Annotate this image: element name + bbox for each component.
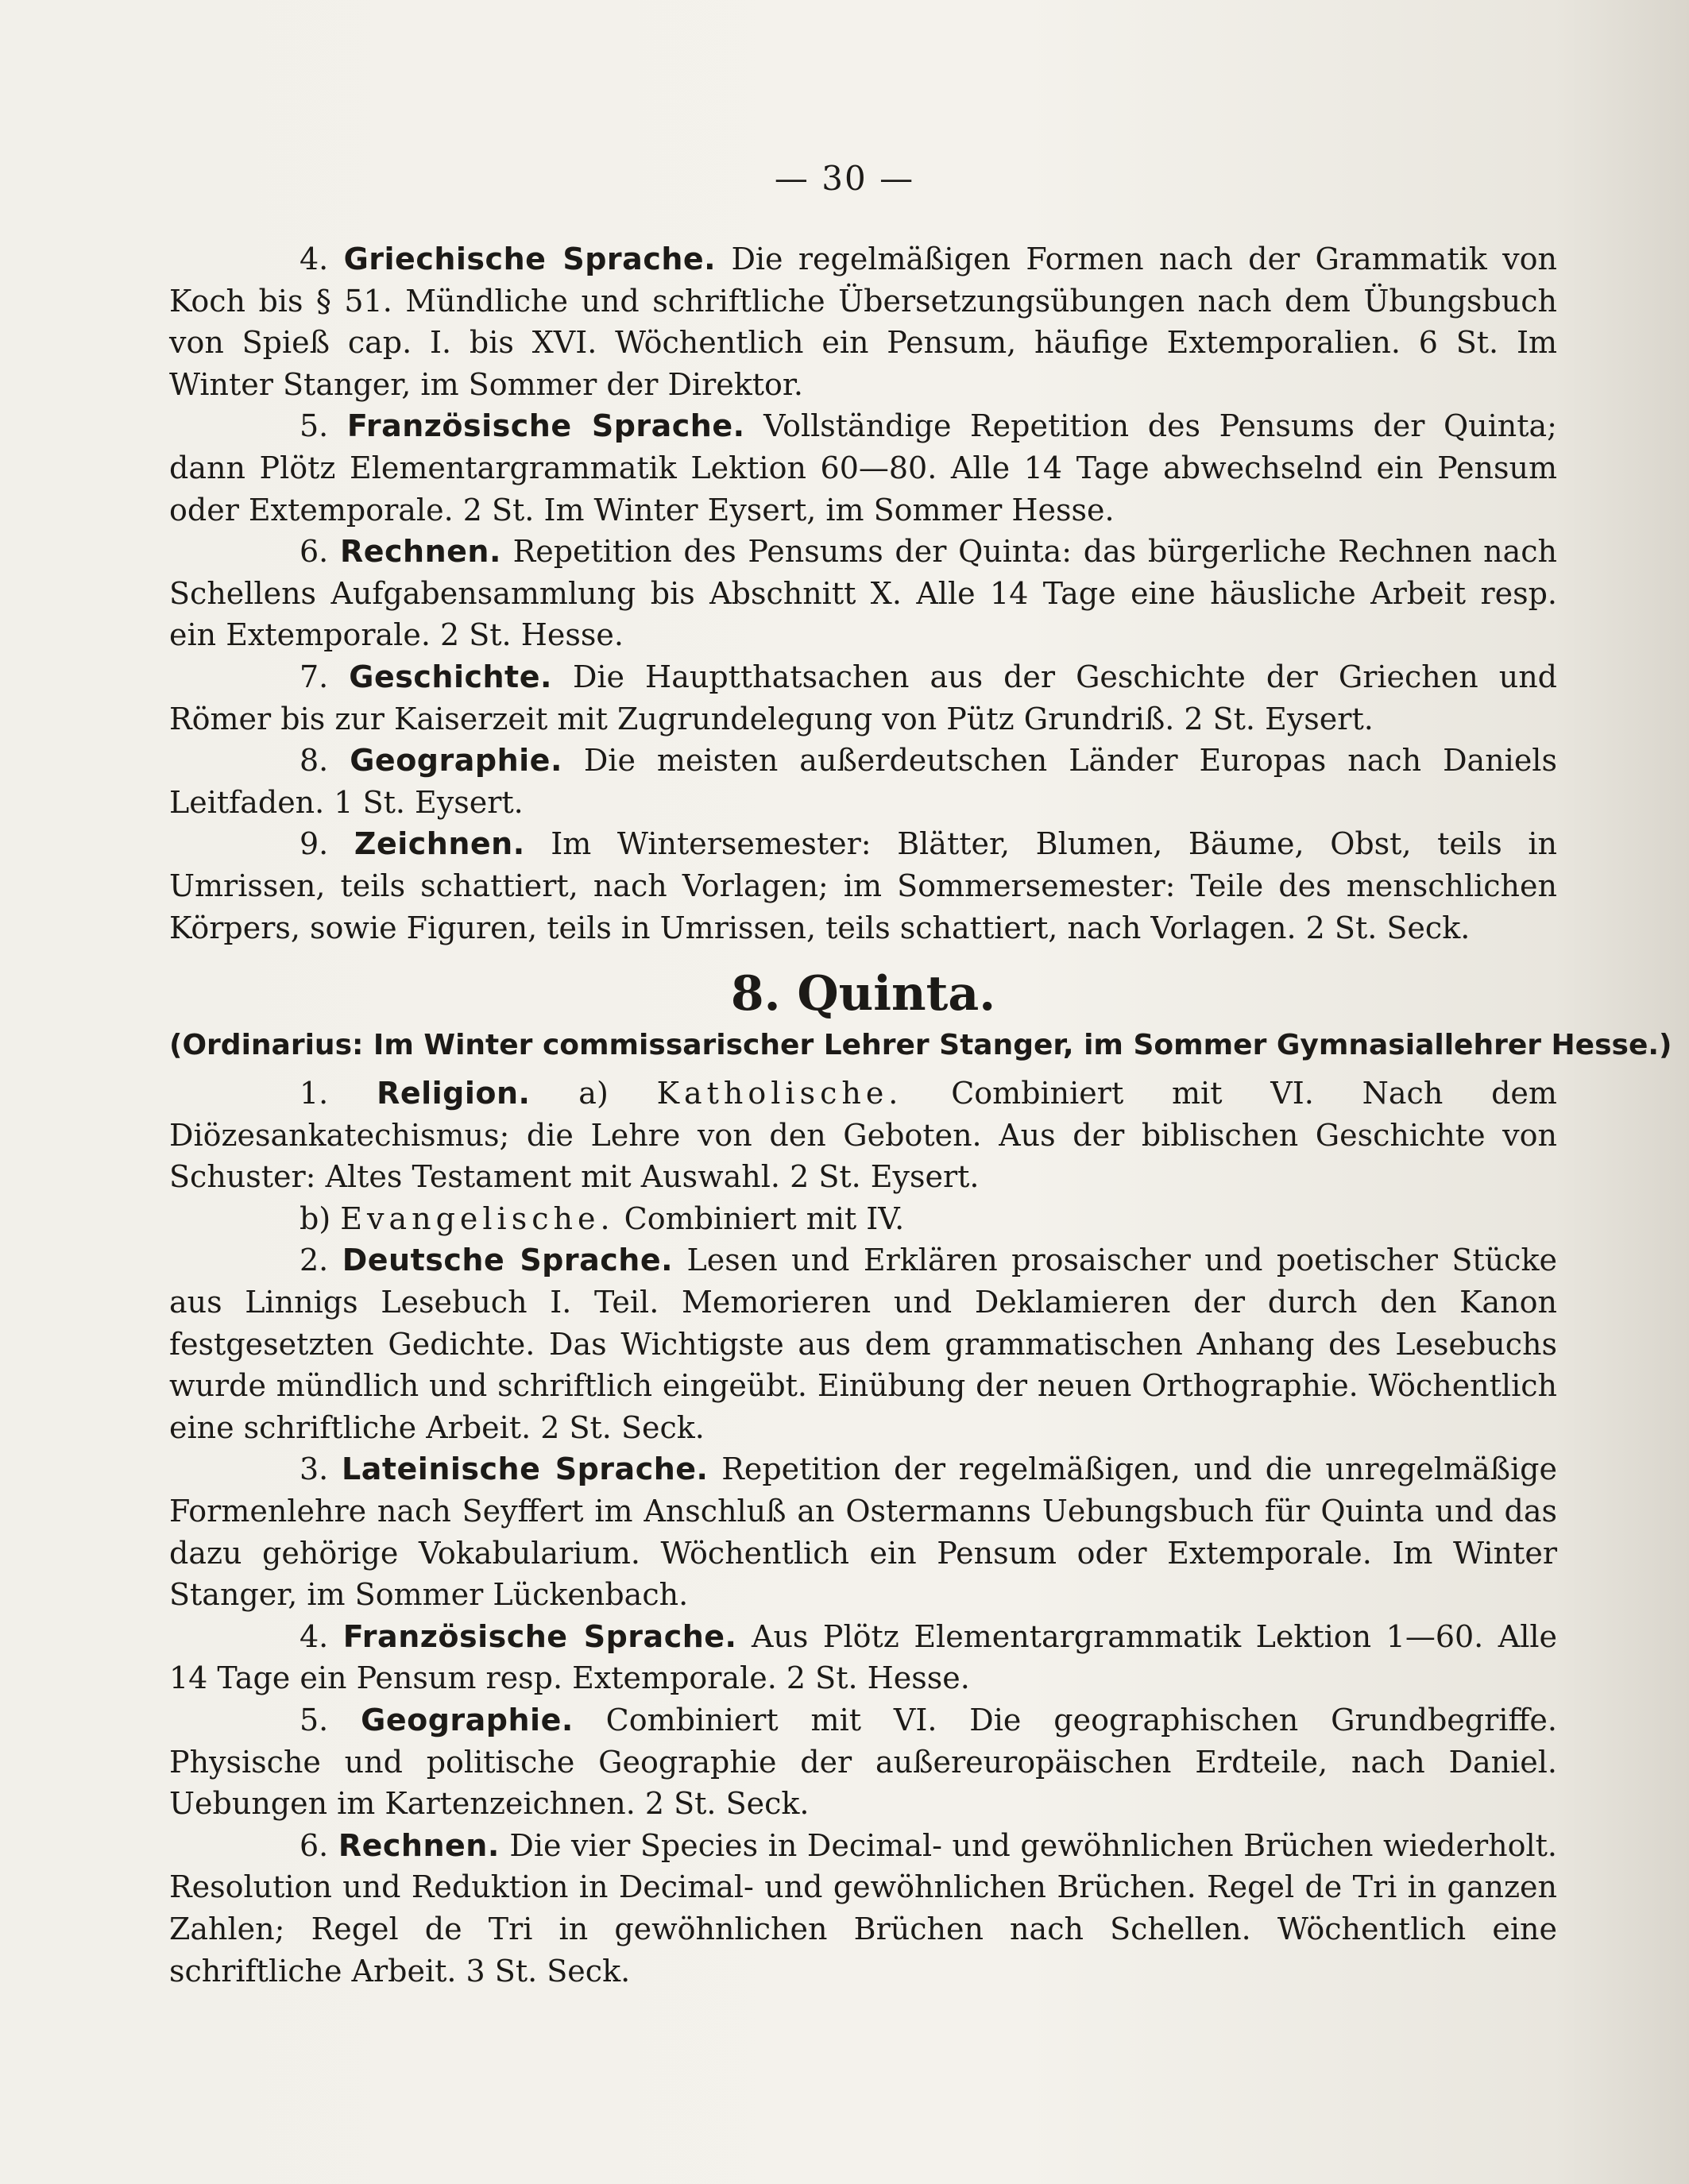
subject-text: Die vier Species in Decimal- und gewöhnlichen Brüchen wiederholt. Resolution und Reduktion in Decimal- und gewöhnlichen Brüchen. Regel de Tri in ganzen Zahlen; Regel de Tri in gewöhnlichen Brüchen nach Schellen. Wöchentlich eine schriftliche Arbeit. 3 St. Seck.: [169, 1827, 1557, 1989]
subject-number: 2.: [300, 1243, 329, 1278]
religion-b-confession: Evangelische.: [340, 1200, 615, 1236]
subject-heading: Religion.: [377, 1076, 531, 1111]
section-subtitle: (Ordinarius: Im Winter commissarischer Lehrer Stanger, im Sommer Gymnasiallehrer Hesse.): [169, 1029, 1672, 1062]
subject-heading: Rechnen.: [339, 534, 501, 570]
subject-text: Im Wintersemester: Blätter, Blumen, Bäume, Obst, teils in Umrissen, teils schattiert, nach Vorlagen; im Sommersemester: Teile des menschlichen Körpers, sowie Figuren, teils in Umrissen, teils schattiert, nach Vorlagen. 2 St. Seck.: [169, 826, 1557, 945]
religion-b-text: Combiniert mit IV.: [624, 1200, 905, 1236]
subject-text: Die meisten außerdeutschen Länder Europas nach Daniels Leitfaden. 1 St. Eysert.: [169, 743, 1557, 820]
subject-heading: Rechnen.: [338, 1827, 500, 1863]
subject-history: [169, 656, 1557, 740]
subject-number: 8.: [300, 743, 329, 779]
subject-number: 6.: [300, 1827, 329, 1863]
religion-a-confession: Katholische.: [656, 1076, 903, 1111]
subject-text: Repetition der regelmäßigen, und die unregelmäßige Formenlehre nach Seyffert im Anschluß an Ostermanns Uebungsbuch für Quinta und das dazu gehörige Vokabularium. Wöchentlich ein Pensum oder Extemporale. Im Winter Stanger, im Sommer Lückenbach.: [169, 1451, 1557, 1613]
subject-french: [169, 1616, 1557, 1699]
subject-number: 4.: [300, 1618, 329, 1654]
subject-number: 5.: [300, 408, 329, 444]
subject-number: 9.: [300, 826, 329, 862]
religion-b: [169, 1198, 1557, 1240]
religion-b-label: b): [300, 1200, 331, 1236]
subject-number: 5.: [300, 1703, 329, 1738]
subject-text: Lesen und Erklären prosaischer und poetischer Stücke aus Linnigs Lesebuch I. Teil. Memorieren und Deklamieren der durch den Kanon festgesetzten Gedichte. Das Wichtigste aus dem grammatischen Anhang des Lesebuchs wurde mündlich und schriftlich eingeübt. Einübung der neuen Orthographie. Wöchentlich eine schriftliche Arbeit. 2 St. Seck.: [169, 1243, 1557, 1445]
page-content: [169, 238, 1672, 1992]
religion-a-label: a): [578, 1076, 609, 1111]
subject-heading: Geschichte.: [349, 659, 552, 694]
section-title: 8. Quinta.: [730, 966, 996, 1022]
subject-heading: Deutsche Sprache.: [342, 1243, 674, 1278]
subject-geography: [169, 1699, 1557, 1825]
subject-arithmetic: [169, 531, 1557, 656]
subject-religion: [169, 1073, 1557, 1198]
subject-french: [169, 405, 1557, 531]
subject-heading: Griechische Sprache.: [343, 242, 717, 276]
subject-heading: Zeichnen.: [354, 826, 525, 862]
subject-heading: Französische Sprache.: [342, 1618, 737, 1654]
subject-number: 6.: [300, 534, 329, 570]
subject-greek: [169, 238, 1557, 405]
subject-text: Vollständige Repetition des Pensums der Quinta; dann Plötz Elementargrammatik Lektion 60—80. Alle 14 Tage abwechselnd ein Pensum oder Extemporale. 2 St. Im Winter Eysert, im Sommer Hesse.: [169, 408, 1557, 528]
subject-latin: [169, 1448, 1557, 1615]
subject-heading: Geographie.: [361, 1703, 574, 1738]
subject-text: Repetition des Pensums der Quinta: das bürgerliche Rechnen nach Schellens Aufgabensammlung bis Abschnitt X. Alle 14 Tage eine häusliche Arbeit resp. ein Extemporale. 2 St. Hesse.: [169, 534, 1557, 653]
religion-a-text: Combiniert mit VI. Nach dem Diözesankatechismus; die Lehre von den Geboten. Aus der biblischen Geschichte von Schuster: Altes Testament mit Auswahl. 2 St. Eysert.: [169, 1076, 1557, 1195]
subject-heading: Französische Sprache.: [346, 408, 745, 444]
subject-number: 1.: [300, 1076, 329, 1111]
subject-number: 3.: [300, 1451, 329, 1487]
subject-heading: Lateinische Sprache.: [342, 1451, 709, 1487]
subject-text: Die Hauptthatsachen aus der Geschichte der Griechen und Römer bis zur Kaiserzeit mit Zugrundelegung von Pütz Grundriß. 2 St. Eysert.: [169, 659, 1557, 736]
subject-german: [169, 1239, 1557, 1448]
subject-arithmetic: [169, 1825, 1557, 1992]
subject-drawing: [169, 823, 1557, 949]
subject-text: Aus Plötz Elementargrammatik Lektion 1—60. Alle 14 Tage ein Pensum resp. Extemporale. 2 St. Hesse.: [169, 1618, 1557, 1696]
subject-text: Combiniert mit VI. Die geographischen Grundbegriffe. Physische und politische Geographie der außereuropäischen Erdteile, nach Daniel. Uebungen im Kartenzeichnen. 2 St. Seck.: [169, 1703, 1557, 1822]
subject-heading: Geographie.: [350, 743, 562, 779]
subject-text: Die regelmäßigen Formen nach der Grammatik von Koch bis § 51. Mündliche und schriftliche Übersetzungsübungen nach dem Übungsbuch von Spieß cap. I. bis XVI. Wöchentlich ein Pensum, häufige Extemporalien. 6 St. Im Winter Stanger, im Sommer der Direktor.: [169, 242, 1557, 402]
subject-geography: [169, 740, 1557, 823]
subject-number: 7.: [300, 659, 329, 694]
subject-number: 4.: [300, 242, 329, 276]
page-number: — 30 —: [774, 159, 915, 198]
